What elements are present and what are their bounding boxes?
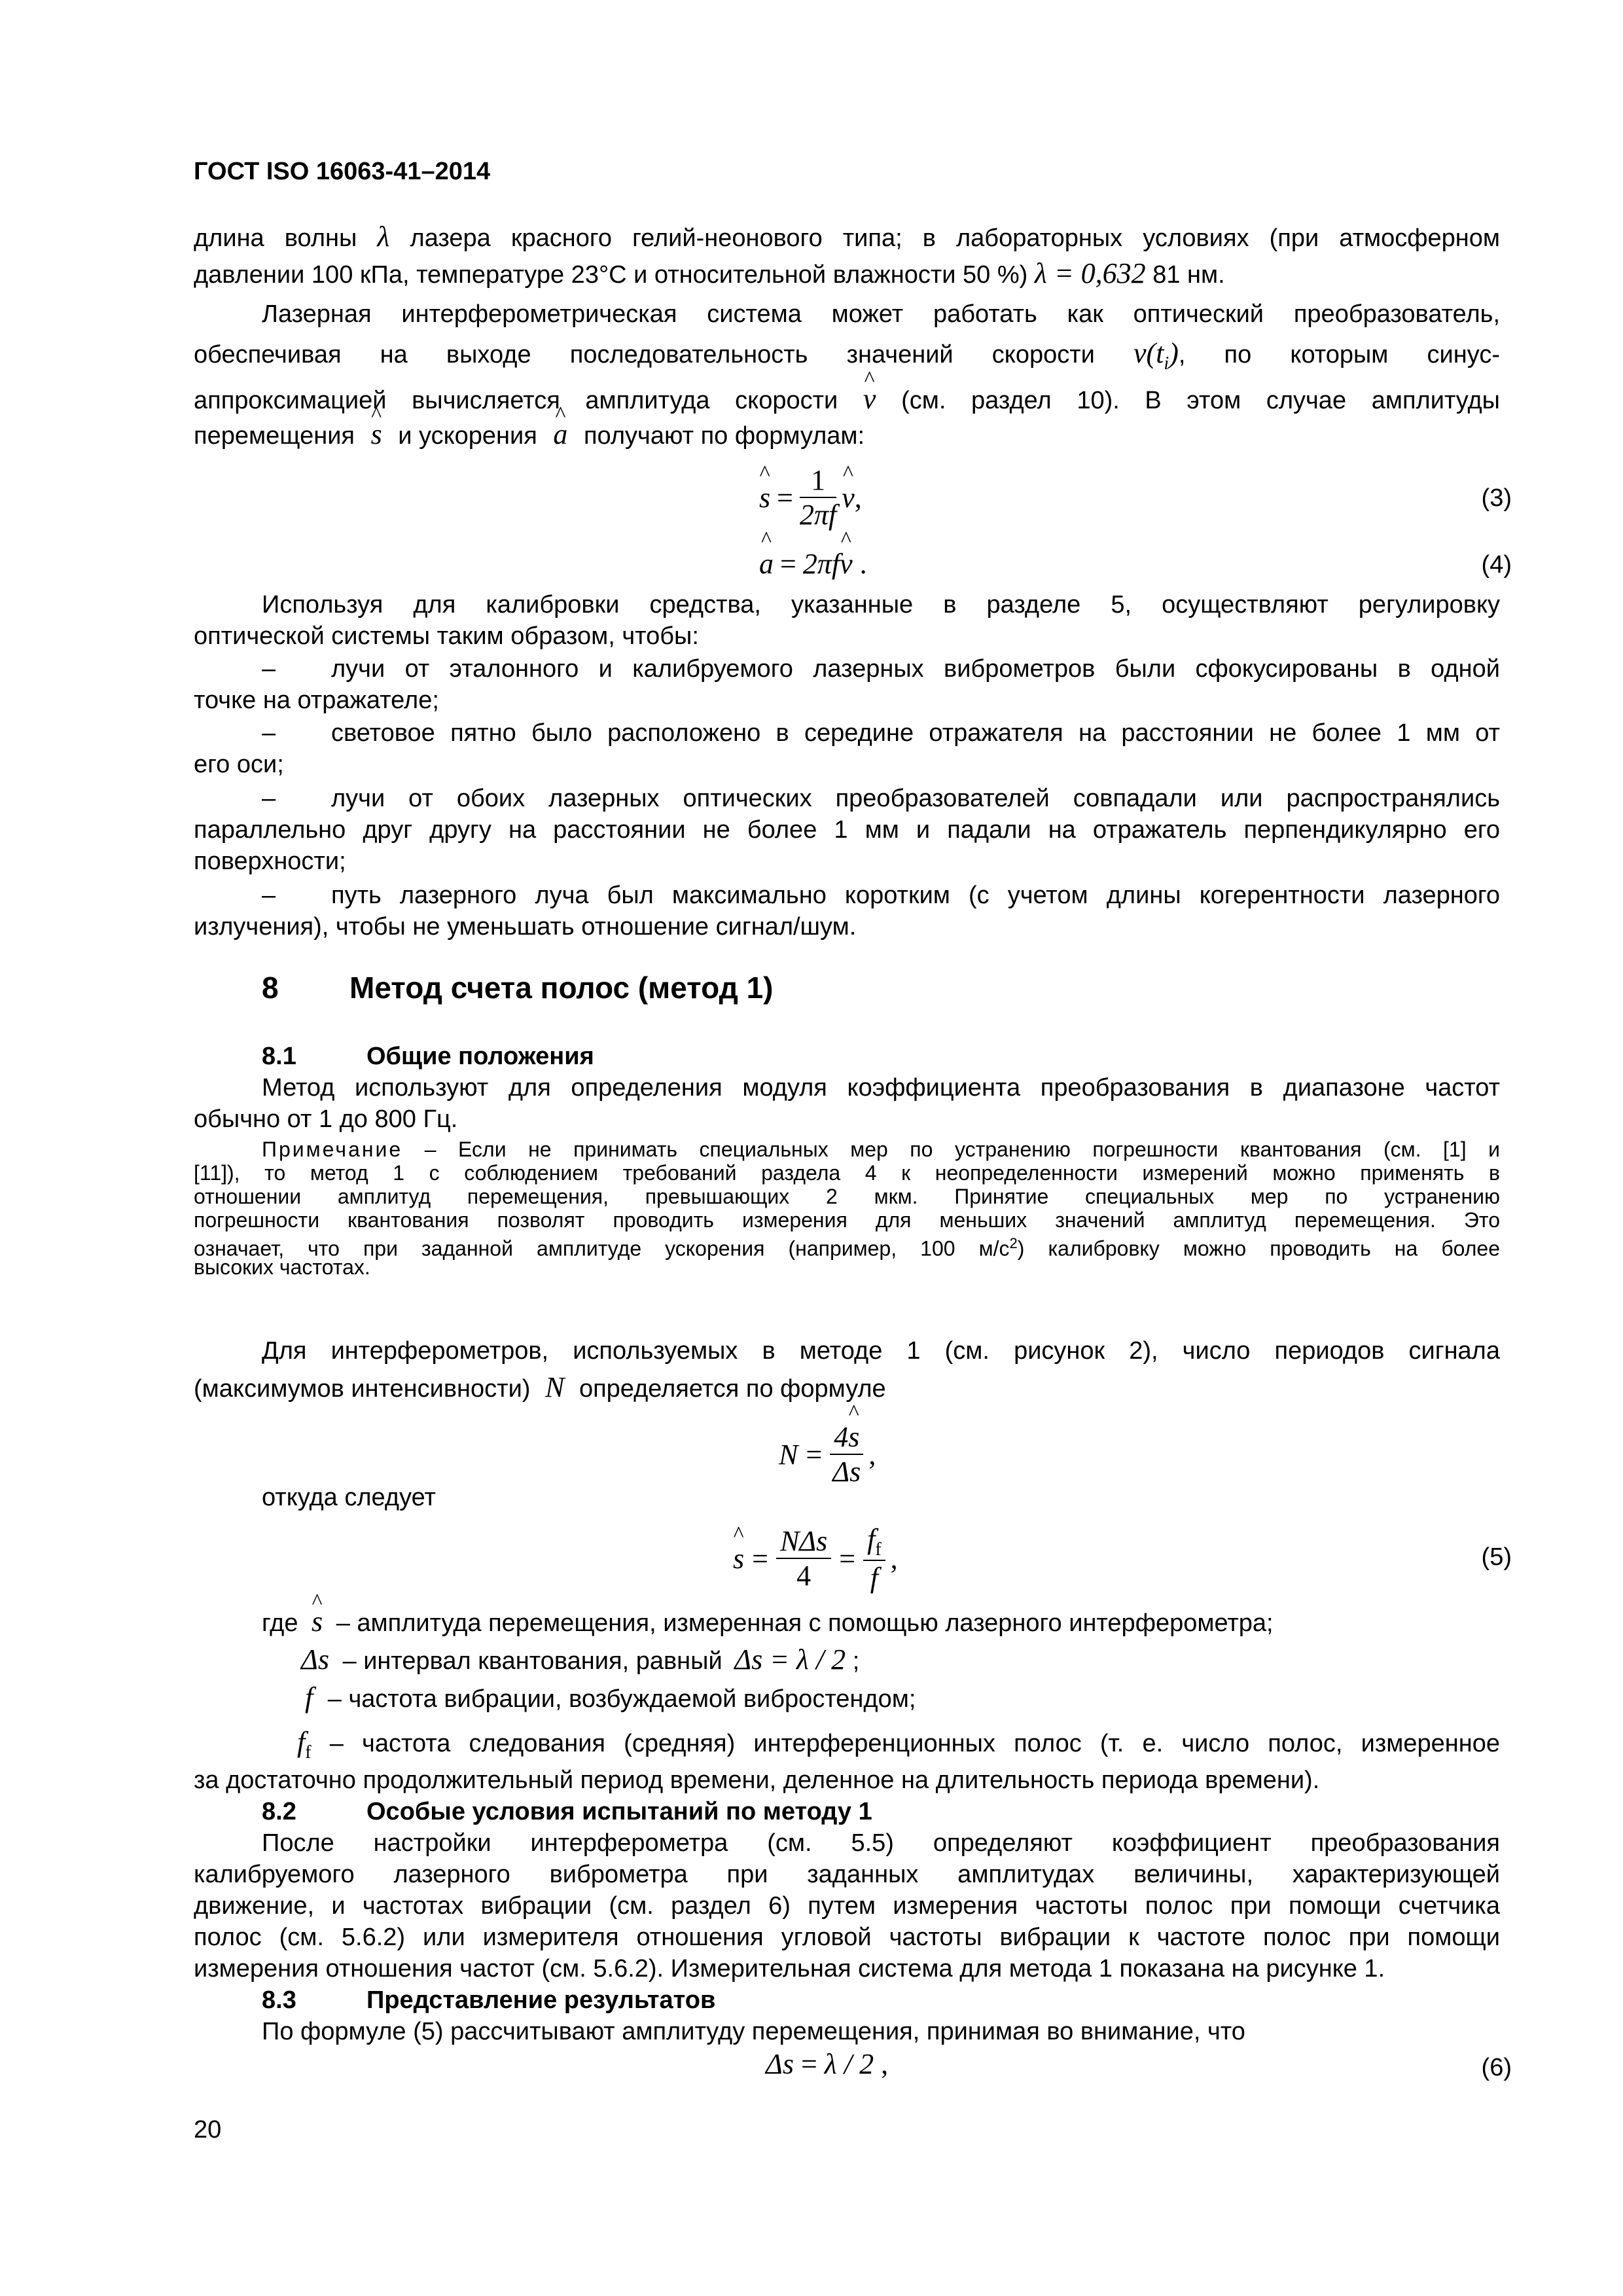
equation-6-number: (6) [1481, 2054, 1512, 2081]
equation-5: ^ s = $\frac{\text{NΔs}}{4}$ = $\frac{f_f}{f}$ , [733, 1509, 898, 1607]
n-symbol: N [545, 1371, 565, 1403]
interf-line-1: Для интерферометров, используемых в методе 1 (см. рисунок 2), число периодов сигнала [262, 1337, 1500, 1365]
section-8-3-line-1: По формуле (5) рассчитывают амплитуду перемещения, принимая во внимание, что [262, 2018, 1245, 2045]
intro-text: длина волны [194, 224, 357, 252]
intro-text: 81 нм. [1152, 261, 1225, 289]
follows-text: откуда следует [262, 1484, 436, 1511]
v-hat-symbol: ^ v [863, 384, 876, 415]
intro-p2-line-3 [194, 384, 1500, 416]
equation-6: Δs = λ / 2 , [766, 2048, 889, 2080]
section-8-number: 8 [262, 971, 279, 1005]
section-8-2-line-5: измерения отношения частот (см. 5.6.2). Измерительная система для метода 1 показана на рисунке 1. [194, 1955, 1385, 1982]
section-8-1-number: 8.1 [262, 1043, 296, 1070]
list-item-cont: параллельно друг другу на расстоянии не более 1 мм и падали на отражатель перпендикулярно его [194, 816, 1500, 844]
document-header: ГОСТ ISO 16063-41–2014 [194, 158, 491, 185]
note-line-1: Примечание – Если не принимать специальных мер по устранению погрешности квантования (см. [1] и [262, 1138, 1500, 1161]
section-8-2-line-1: После настройки интерферометра (см. 5.5) определяют коэффициент преобразования [262, 1829, 1500, 1857]
def-ff-line-2: за достаточно продолжительный период времени, деленное на длительность периода времени). [194, 1767, 1320, 1794]
section-8-title: Метод счета полос (метод 1) [349, 971, 774, 1005]
s-hat-symbol: ^ s [371, 419, 382, 450]
section-8-1-title: Общие положения [366, 1043, 594, 1070]
note-line-6: высоких частотах. [194, 1255, 370, 1279]
intro-text: и ускорения [398, 422, 537, 450]
list-item-cont: излучения), чтобы не уменьшать отношение сигнал/шум. [194, 913, 857, 941]
list-item: – путь лазерного луча был максимально коротким (с учетом длины когерентности лазерного [262, 882, 1500, 909]
alignment-line-1: Используя для калибровки средства, указанные в разделе 5, осуществляют регулировку [262, 591, 1500, 619]
intro-text: перемещения [194, 422, 355, 450]
velocity-symbol: $v(t_i)$ [1133, 337, 1179, 374]
intro-text: лазера красного гелий-неонового типа; в лабораторных условиях (при атмосферном [410, 224, 1501, 252]
def-f: f – частота вибрации, возбуждаемой вибростендом; [305, 1681, 916, 1713]
lambda-symbol: λ [377, 221, 390, 253]
intro-text: получают по формулам: [583, 422, 865, 450]
list-item: – световое пятно было расположено в середине отражателя на расстоянии не более 1 мм от [262, 719, 1500, 747]
equation-4: ^ a = 2πf^ v . [759, 547, 867, 581]
intro-text: давлении 100 кПа, температуре 23°С и относительной влажности 50 %) [194, 261, 1028, 289]
list-item-cont: его оси; [194, 751, 284, 778]
lambda-value: λ = 0,632 [1034, 257, 1146, 289]
intro-p2-line-1: Лазерная интерферометрическая система может работать как оптический преобразователь, [262, 300, 1500, 328]
alignment-line-2: оптической системы таким образом, чтобы: [194, 622, 699, 650]
list-item: – лучи от обоих лазерных оптических преобразователей совпадали или распространялись [262, 785, 1500, 812]
equation-4-number: (4) [1481, 551, 1512, 579]
equation-5-number: (5) [1481, 1543, 1512, 1571]
note-line-2: [11]), то метод 1 с соблюдением требований раздела 4 к неопределенности измерений можно применять в [194, 1161, 1500, 1185]
intro-text: аппроксимацией вычисляется амплитуда скорости [194, 387, 838, 414]
section-8-2-title: Особые условия испытаний по методу 1 [366, 1798, 872, 1825]
note-line-4: погрешности квантования позволят проводить измерения для меньших значений амплитуд перемещения. Это [194, 1208, 1500, 1232]
intro-text: обеспечивая на выходе последовательность значений скорости [194, 341, 1095, 368]
intro-line-2 [194, 258, 1500, 291]
page-number: 20 [194, 2116, 222, 2144]
interf-line-2: (максимумов интенсивности) N определяется по формуле [194, 1371, 886, 1403]
def-ds: Δs – интервал квантования, равный Δs = λ / 2 ; [301, 1643, 860, 1676]
intro-text: (см. раздел 10). В этом случае амплитуды [901, 387, 1500, 414]
section-8-3-title: Представление результатов [366, 1986, 716, 2014]
section-8-2-number: 8.2 [262, 1798, 296, 1825]
list-item-cont: точке на отражателе; [194, 687, 439, 714]
section-8-3-number: 8.3 [262, 1986, 296, 2014]
intro-text: , по которым синус- [1178, 341, 1500, 368]
section-8-1-text-2: обычно от 1 до 800 Гц. [194, 1105, 458, 1133]
note-line-3: отношении амплитуд перемещения, превышающих 2 мкм. Принятие специальных мер по устранению [194, 1185, 1500, 1208]
list-item-cont: поверхности; [194, 848, 346, 875]
def-s: где ^ s – амплитуда перемещения, измеренная с помощью лазерного интерферометра; [262, 1606, 1274, 1639]
a-hat-symbol: ^ a [553, 419, 567, 450]
section-8-2-line-4: полос (см. 5.6.2) или измерителя отношения угловой частоты вибрации к частоте полос при помощи [194, 1924, 1500, 1951]
section-8-2-line-2: калибруемого лазерного виброметра при заданных амплитудах величины, характеризующей [194, 1861, 1500, 1888]
section-8-1-text-1: Метод используют для определения модуля коэффициента преобразования в диапазоне частот [262, 1074, 1500, 1102]
note-line-5: означает, что при заданной амплитуде ускорения (например, 100 $м/с^2$) калибровку можно проводить на более [194, 1235, 1501, 1261]
intro-p2-line-4 [194, 419, 865, 452]
list-item: – лучи от эталонного и калибруемого лазерных виброметров были сфокусированы в одной [262, 655, 1500, 683]
equation-3-number: (3) [1481, 484, 1512, 512]
def-ff-line-1: $f_f$ – частота следования (средняя) интерференционных полос (т. е. число полос, измеренное [297, 1726, 1501, 1763]
section-8-2-line-3: движение, и частотах вибрации (см. раздел 6) путем измерения частоты полос при помощи счетчика [194, 1892, 1500, 1920]
equation-3: ^ s = $\frac{1}{2\pi f}$ ^ v , [759, 458, 862, 537]
intro-line-1 [194, 221, 1500, 254]
intro-p2-line-2 [194, 338, 1500, 380]
equation-n: N = $\frac{4\^{} s}{\Delta s}$ , [779, 1408, 876, 1500]
